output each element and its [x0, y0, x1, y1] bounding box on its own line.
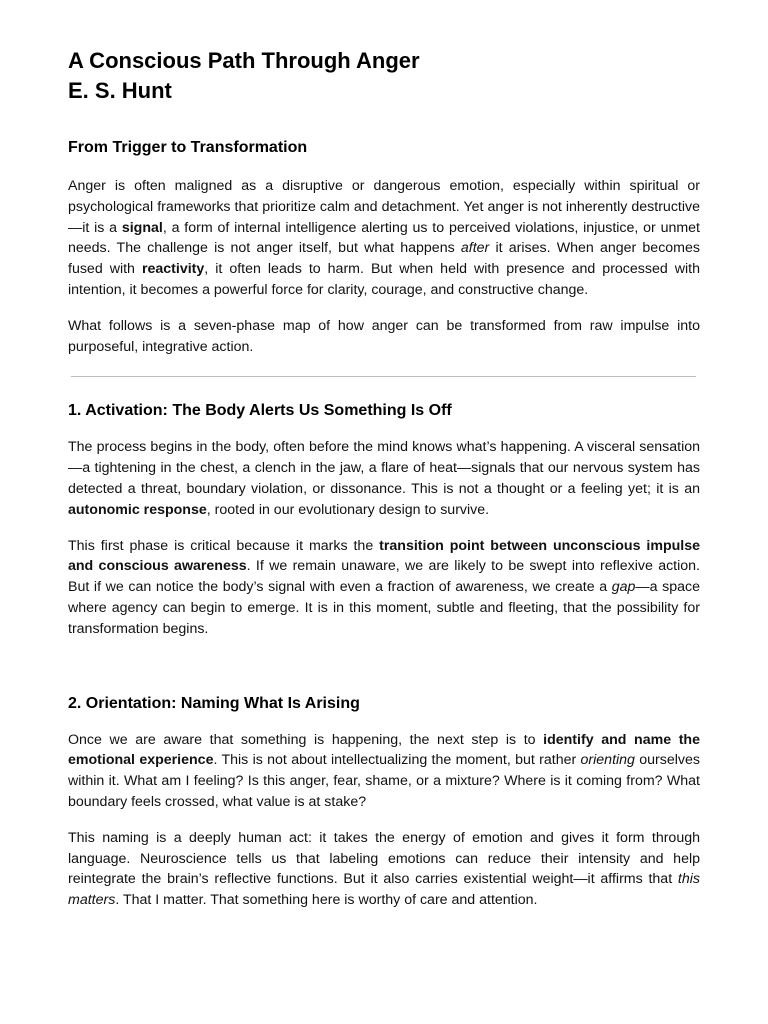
text-run: This first phase is critical because it marks the: [68, 537, 380, 554]
text-run: Anger is often maligned as a disruptive or dangerous emotion, especially within spiritual or psychological frameworks that prioritize calm and detachment. Yet anger is not inherently destructive—it is a: [68, 178, 700, 236]
text-run: —a space where agency can begin to emerge. It is in this moment, subtle and fleeting, that the possibility for transformation begins.: [68, 579, 700, 637]
section-2-paragraph-1: [68, 730, 700, 813]
emphasis-bold: signal: [121, 219, 163, 236]
intro-paragraph-1: [68, 176, 700, 301]
emphasis-italic: this matters: [68, 871, 700, 909]
document-page: [68, 46, 700, 911]
emphasis-italic: gap: [611, 579, 636, 596]
emphasis-bold: reactivity: [141, 261, 205, 278]
text-run: , rooted in our evolutionary design to survive.: [206, 501, 490, 518]
text-run: What follows is a seven-phase map of how anger can be transformed from raw impulse into purposeful, integrative action.: [68, 317, 700, 355]
section-1-heading: 1. Activation: The Body Alerts Us Something Is Off: [68, 402, 452, 420]
text-run: The process begins in the body, often before the mind knows what’s happening. A visceral sensation—a tightening in the chest, a clench in the jaw, a flare of heat—signals that our nervous system has detected a threat, boundary violation, or dissonance. This is not a thought or a feeling yet; it is an: [68, 439, 700, 497]
section-2-heading: 2. Orientation: Naming What Is Arising: [68, 694, 360, 712]
text-run: . That I matter. That something here is worthy of care and attention.: [115, 892, 538, 909]
text-run: . If we remain unaware, we are likely to be swept into reflexive action. But if we can notice the body’s signal with even a fraction of awareness, we create a: [68, 558, 700, 596]
section-divider: [71, 376, 696, 377]
text-run: . This is not about intellectualizing the moment, but rather: [213, 752, 581, 769]
emphasis-italic: orienting: [580, 752, 635, 769]
document-title: A Conscious Path Through Anger: [68, 48, 420, 73]
text-run: ourselves within it. What am I feeling? Is this anger, fear, shame, or a mixture? Where is it coming from? What boundary feels crossed, what value is at stake?: [68, 752, 700, 810]
emphasis-bold: transition point between unconscious impulse and conscious awareness: [68, 537, 701, 575]
emphasis-bold: identify and name the emotional experience: [68, 731, 700, 769]
emphasis-bold: autonomic response: [68, 501, 207, 518]
intro-heading: From Trigger to Transformation: [68, 139, 308, 156]
text-run: , a form of internal intelligence alerting us to perceived violations, injustice, or unmet needs. The challenge is not anger itself, but what happens: [68, 219, 700, 257]
emphasis-italic: after: [460, 240, 490, 257]
text-run: This naming is a deeply human act: it takes the energy of emotion and gives it form through language. Neuroscience tells us that labeling emotions can reduce their intensity and help reintegrate the brain’s reflective functions. But it also carries existential weight—it affirms that: [68, 829, 700, 888]
section-2-paragraph-2: [68, 828, 700, 911]
section-1-paragraph-1: [68, 437, 700, 520]
intro-paragraph-2: [68, 316, 700, 358]
section-1-paragraph-2: [68, 536, 700, 640]
document-author: E. S. Hunt: [68, 78, 172, 103]
text-run: , it often leads to harm. But when held with presence and processed with intention, it becomes a powerful force for clarity, courage, and constructive change.: [68, 261, 700, 298]
text-run: it arises. When anger becomes fused with: [68, 240, 700, 278]
text-run: Once we are aware that something is happening, the next step is to: [68, 731, 544, 748]
